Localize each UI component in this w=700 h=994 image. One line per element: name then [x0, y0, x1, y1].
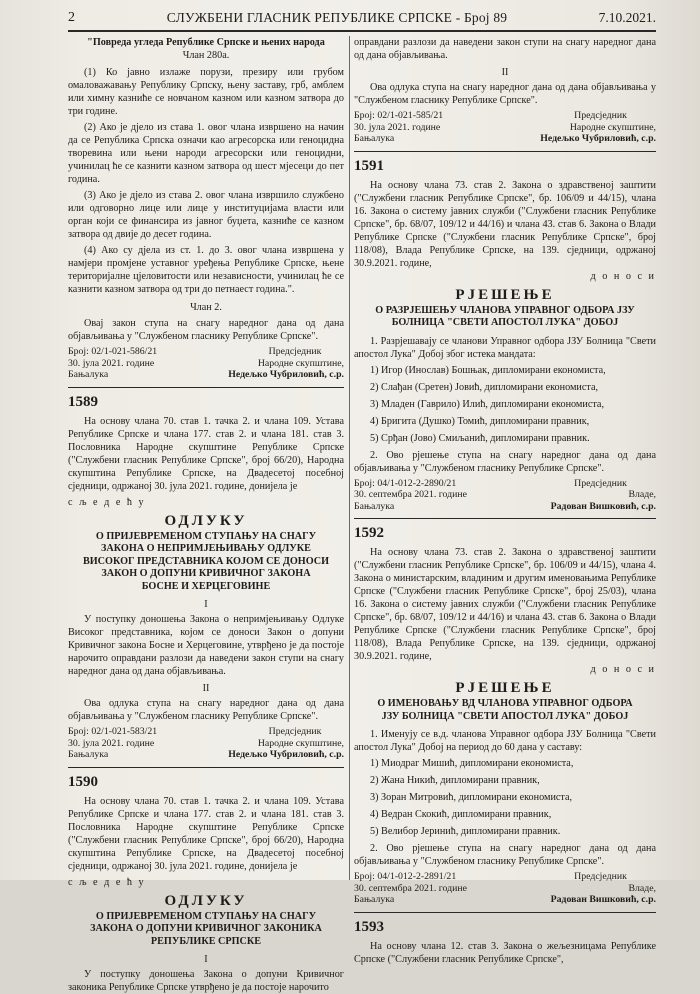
issue-date: 7.10.2021. [598, 10, 656, 25]
list-item: 2) Жана Никић, дипломирани правник, [370, 775, 540, 786]
signature-date: 30. септембра 2021. године [354, 489, 467, 500]
paragraph: На основу члана 12. став 3. Закона о жељезницама Републике Српске ("Службени гласник Републике Српске", [354, 940, 656, 965]
paragraph: На основу члана 70. став 1. тачка 2. и члана 109. Устава Републике Српске и члана 177. став 2. и члана 181. став 3. Пословника Народне скупштине Републике Српске ("Службени гласник Републике Српске", број 66/20), Народна скупштина Републике Српске, на Двадесетој посебној сједници, одржаној 30. јула 2021. године, донијела је [68, 415, 344, 492]
reference-number: Број: 02/1-021-583/21 [68, 726, 158, 737]
paragraph: 2. Ово рјешење ступа на снагу наредног дана од дана објављивања у "Службеном гласнику Републике Српске". [354, 843, 656, 867]
spaced-word: с љ е д е ћ у [68, 876, 146, 888]
paragraph: На основу члана 70. став 1. тачка 2. и члана 109. Устава Републике Српске и члана 177. став 2. и члана 181. став 3. Пословника Народне скупштине Републике Српске ("Службени гласник Републике Српске", број 66/20), Народна скупштина Републике Српске, на Двадесетој посебној сједници, одржаној 30. јула 2021. године, донијела је [68, 795, 344, 872]
list-item: 5) Велибор Јеринић, дипломирани правник. [370, 826, 561, 837]
member-list [354, 364, 656, 445]
right-column [354, 36, 656, 965]
act-number: 1591 [354, 157, 384, 174]
spaced-word: д о н о с и [590, 664, 656, 675]
signatory-body: Владе, [628, 882, 656, 894]
page-number: 2 [68, 10, 75, 25]
paragraph: 1. Разрјешавају се чланови Управног одбора ЈЗУ Болница "Свети апостол Лука" Добој због истека мандата: [354, 335, 656, 360]
signature-place: Бањалука [68, 369, 109, 380]
act-number: 1589 [68, 393, 98, 410]
reference-number: Број: 04/1-012-2-2891/21 [354, 871, 457, 882]
paragraph: У поступку доношења Закона о допуни Кривичног законика Републике Српске утврђено је да постоје нарочито [68, 969, 344, 993]
resolution-heading: РЈЕШЕЊЕ [455, 680, 555, 696]
reference-number: Број: 04/1-012-2-2890/21 [354, 477, 457, 489]
paragraph: Ова одлука ступа на снагу наредног дана од дана објављивања у "Службеном гласнику Републике Српске". [354, 82, 656, 106]
list-item: 4) Ведран Скокић, дипломирани правник, [370, 809, 552, 820]
section-numeral: II [501, 67, 509, 78]
spaced-word: с љ е д е ћ у [68, 496, 146, 508]
signatory-body: Народне скупштине, [569, 121, 656, 133]
signatory-body: Народне скупштине, [257, 357, 344, 369]
section-numeral: I [204, 599, 208, 610]
paragraph: 2. Ово рјешење ступа на снагу наредног дана од дана објављивања у "Службеном гласнику Републике Српске". [354, 449, 656, 474]
signatory-name: Недељко Чубриловић, с.р. [228, 369, 344, 380]
section-rule [68, 387, 344, 388]
article-number: Члан 2. [190, 302, 222, 313]
paragraph: (4) Ако су дјела из ст. 1. до 3. овог члана извршена у намјери промјене уставног уређења Републике Српске, њене територијалне цјеловитости или независности, учинилац ће се казнити казном затвора од три до петнаест година.". [68, 245, 344, 295]
signature-block [354, 478, 656, 513]
list-item: 1) Игор (Инослав) Бошњак, дипломирани економиста, [370, 364, 606, 376]
paragraph: На основу члана 73. став 2. Закона о здравственој заштити ("Службени гласник Републике Српске", бр. 106/09 и 44/15), члана 16. Закона о систему јавних служби ("Службени гласник Републике Српске", бр. 68/07, 109/12 и 44/16) и члана 43. став 6. Закона о Влади Републике Српске ("Службени гласник Републике Српске", број 118/08), Влада Републике Српске, на 139. сједници, одржаној 30.9.2021. године, [354, 179, 656, 269]
signature-block [68, 726, 344, 761]
signatory-title: Предсједник [574, 110, 627, 121]
reference-number: Број: 02/1-021-585/21 [354, 110, 444, 121]
signatory-body: Народне скупштине, [257, 737, 344, 749]
decision-heading: ОДЛУКУ [164, 892, 248, 909]
publication-name: СЛУЖБЕНИ ГЛАСНИК РЕПУБЛИКЕ СРПСКЕ - Број 89 [166, 10, 508, 25]
signature-date: 30. јула 2021. године [354, 121, 441, 133]
act-number: 1592 [354, 525, 384, 541]
paragraph: 1. Именују се в.д. чланова Управног одбора ЈЗУ Болница "Свети апостол Лука" Добој на период до 60 дана у саставу: [354, 729, 656, 753]
reference-number: Број: 02/1-021-586/21 [68, 346, 158, 357]
act-number: 1593 [354, 918, 384, 935]
signatory-title: Предсједник [268, 346, 322, 357]
list-item: 3) Младен (Гаврило) Илић, дипломирани економиста, [370, 398, 605, 410]
list-item: 2) Слађан (Сретен) Јовић, дипломирани економиста, [370, 381, 599, 393]
resolution-subtitle: О РАЗРЈЕШЕЊУ ЧЛАНОВА УПРАВНОГ ОДБОРА ЈЗУ БОЛНИЦА "СВЕТИ АПОСТОЛ ЛУКА" ДОБОЈ [375, 304, 635, 328]
section-rule [354, 518, 656, 519]
paragraph: На основу члана 73. став 2. Закона о здравственој заштити ("Службени гласник Републике Српске", бр. 106/09 и 44/15), члана 4. Закона о министарским, владиним и другим именовањима Републике Српске ("Службени гласник Републике Српске", број 25/03), члана 16. Закона о систему јавних служби ("Службени гласник Републике Српске", бр. 68/07, 109/12 и 44/16) и члана 43. став 6. Закона о Влади Републике Српске ("Службени гласник Републике Српске", број 118/08), Влада Републике Српске, на 139. сједници, одржаној 30.9.2021. године, [354, 547, 656, 662]
signatory-name: Недељко Чубриловић, с.р. [540, 133, 656, 144]
section-rule [68, 767, 344, 768]
list-item: 4) Бригита (Душко) Томић, дипломирани правник, [370, 415, 590, 427]
act-number: 1590 [68, 773, 98, 790]
signature-place: Бањалука [354, 500, 395, 512]
signature-block [354, 871, 656, 906]
section-rule [354, 151, 656, 152]
signature-place: Бањалука [354, 894, 395, 905]
signatory-title: Предсједник [268, 726, 322, 737]
signatory-name: Недељко Чубриловић, с.р. [228, 749, 344, 760]
resolution-heading: РЈЕШЕЊЕ [455, 286, 555, 303]
signature-place: Бањалука [354, 133, 395, 144]
signatory-title: Предсједник [574, 871, 627, 882]
list-item: 1) Миодраг Мишић, дипломирани економиста, [370, 758, 574, 769]
list-item: 5) Срђан (Јово) Смиљанић, дипломирани правник. [370, 432, 590, 444]
section-rule [354, 912, 656, 913]
signatory-title: Предсједник [574, 477, 627, 489]
column-divider [349, 36, 350, 880]
paragraph: Ова одлука ступа на снагу наредног дана од дана објављивања у "Службеном гласнику Републике Српске". [68, 698, 344, 722]
paragraph: У поступку доношења Закона о непримјењивању Одлуке Високог представника, којом се доноси Закон о допуни Кривичног закона Босне и Херцеговине, утврђено је да постоје нарочито оправдани разлози да наведени закон ступи на снагу наредног дана од дана објављивања. [68, 614, 344, 677]
member-list [354, 757, 656, 838]
article-title: "Повреда угледа Републике Српске и њених народа [87, 37, 325, 48]
resolution-subtitle: О ИМЕНОВАЊУ ВД ЧЛАНОВА УПРАВНОГ ОДБОРА ЈЗУ БОЛНИЦА "СВЕТИ АПОСТОЛ ЛУКА" ДОБОЈ [377, 698, 633, 722]
paragraph: (1) Ко јавно излаже порузи, презиру или грубом омаловажавању Републику Српску, њену заставу, грб, амблем или химну казниће се новчаном казном или казном затвора до три године. [68, 67, 344, 117]
signatory-name: Радован Вишковић, с.р. [550, 894, 656, 905]
signature-date: 30. септембра 2021. године [354, 882, 467, 894]
signature-block [354, 110, 656, 145]
paragraph: (3) Ако је дјело из става 2. овог члана извршило службено или одговорно лице или лице у институцијама власти или орган који се финансира из јавног буџета, казниће се казном затвора од двије до десет година. [68, 190, 344, 240]
spaced-word: д о н о с и [590, 270, 656, 282]
list-item: 3) Зоран Митровић, дипломирани економиста, [370, 792, 573, 803]
page-header [68, 6, 656, 32]
article-number: Члан 280а. [182, 50, 230, 61]
signature-place: Бањалука [68, 749, 109, 760]
decision-subtitle: О ПРИЈЕВРЕМЕНОМ СТУПАЊУ НА СНАГУ ЗАКОНА О ДОПУНИ КРИВИЧНОГ ЗАКОНИКА РЕПУБЛИКЕ СРПСКЕ [90, 910, 322, 947]
signature-block [68, 346, 344, 381]
section-numeral: II [202, 683, 210, 694]
signatory-name: Радован Вишковић, с.р. [550, 500, 656, 512]
decision-heading: ОДЛУКУ [164, 512, 248, 529]
signature-date: 30. јула 2021. године [68, 357, 155, 369]
paragraph: Овај закон ступа на снагу наредног дана од дана објављивања у "Службеном гласнику Републике Српске". [68, 318, 344, 342]
signature-date: 30. јула 2021. године [68, 737, 155, 749]
decision-subtitle: О ПРИЈЕВРЕМЕНОМ СТУПАЊУ НА СНАГУ ЗАКОНА О НЕПРИМЈЕЊИВАЊУ ОДЛУКЕ ВИСОКОГ ПРЕДСТАВНИКА КОЈОМ СЕ ДОНОСИ ЗАКОН О ДОПУНИ КРИВИЧНОГ ЗАКОНА БОСНЕ И ХЕРЦЕГОВИНЕ [82, 530, 330, 592]
paragraph: оправдани разлози да наведени закон ступи на снагу наредног дана од дана објављивања. [354, 37, 656, 61]
paragraph: (2) Ако је дјело из става 1. овог члана извршено на начин да се Република Српска означи као агресорска или геноцидна творевина или њени народи агресорски или геноцидни, учинилац ће се казнити казном затвора од шест мјесеци до пет година. [68, 122, 344, 185]
section-numeral: I [204, 954, 208, 965]
left-column [68, 36, 344, 993]
signatory-body: Владе, [628, 489, 656, 500]
